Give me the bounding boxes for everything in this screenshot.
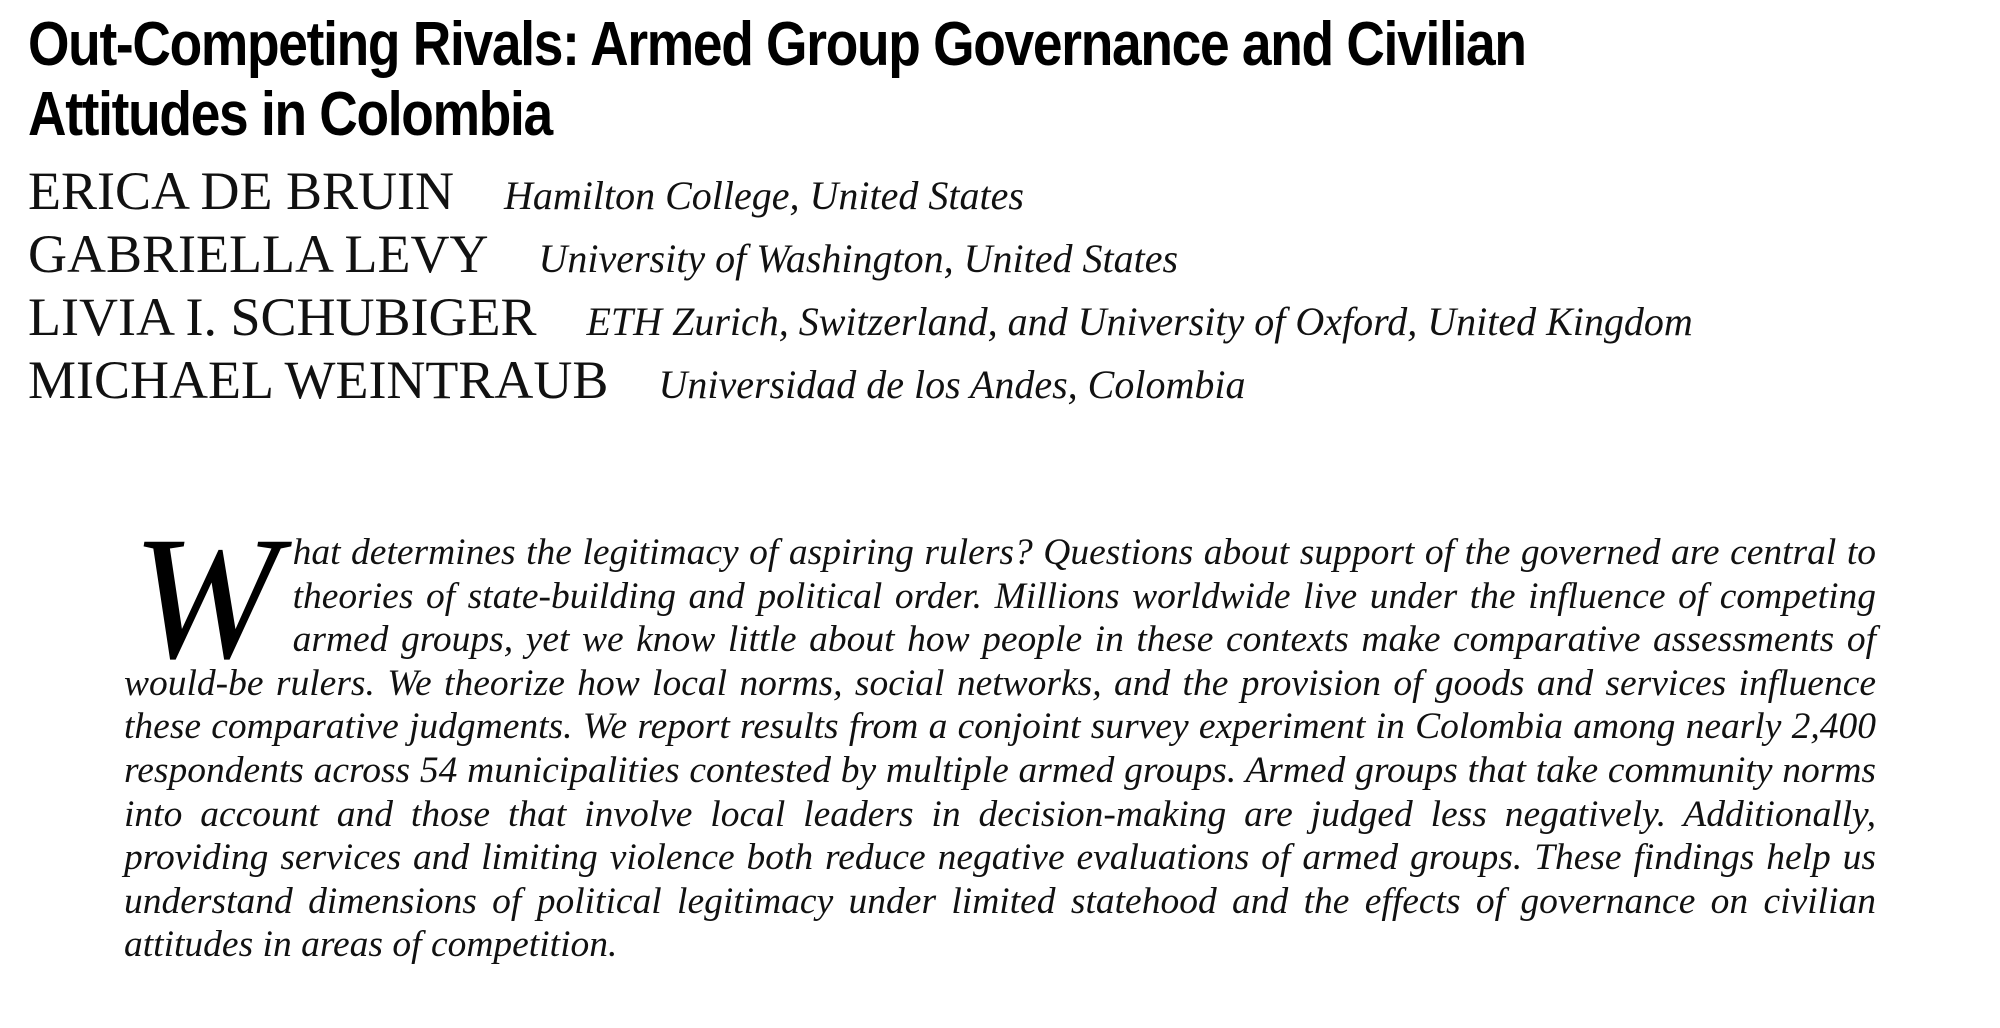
author-affiliation: University of Washington, United States bbox=[538, 236, 1179, 281]
author-name: MICHAEL WEINTRAUB bbox=[28, 350, 609, 410]
author-name: GABRIELLA LEVY bbox=[28, 224, 489, 284]
abstract-dropcap: W bbox=[132, 501, 279, 696]
author-entry bbox=[28, 160, 1988, 223]
paper-title: Out-Competing Rivals: Armed Group Governance and Civilian Attitudes in Colombia bbox=[28, 10, 1526, 149]
abstract-text: hat determines the legitimacy of aspiring rulers? Questions about support of the governed are central to theories of state-building and political order. Millions worldwide live under the influence of competing armed groups, yet we know little about how people in these contexts make comparative assessments of would-be rulers. We theorize how local norms, social networks, and the provision of goods and services influence these comparative judgments. We report results from a conjoint survey experiment in Colombia among nearly 2,400 respondents across 54 municipalities contested by multiple armed groups. Armed groups that take community norms into account and those that involve local leaders in decision-making are judged less negatively. Additionally, providing services and limiting violence both reduce negative evaluations of armed groups. These findings help us understand dimensions of political legitimacy under limited statehood and the effects of governance on civilian attitudes in areas of competition. bbox=[124, 532, 1876, 966]
author-affiliation: ETH Zurich, Switzerland, and University of Oxford, United Kingdom bbox=[586, 299, 1693, 344]
author-entry bbox=[28, 286, 1988, 349]
abstract bbox=[124, 501, 1876, 967]
author-affiliation: Hamilton College, United States bbox=[504, 173, 1024, 218]
author-entry bbox=[28, 349, 1988, 412]
author-entry bbox=[28, 223, 1988, 286]
author-name: LIVIA I. SCHUBIGER bbox=[28, 287, 537, 347]
author-list bbox=[28, 160, 1988, 412]
author-name: ERICA DE BRUIN bbox=[28, 161, 455, 221]
author-affiliation: Universidad de los Andes, Colombia bbox=[658, 362, 1246, 407]
